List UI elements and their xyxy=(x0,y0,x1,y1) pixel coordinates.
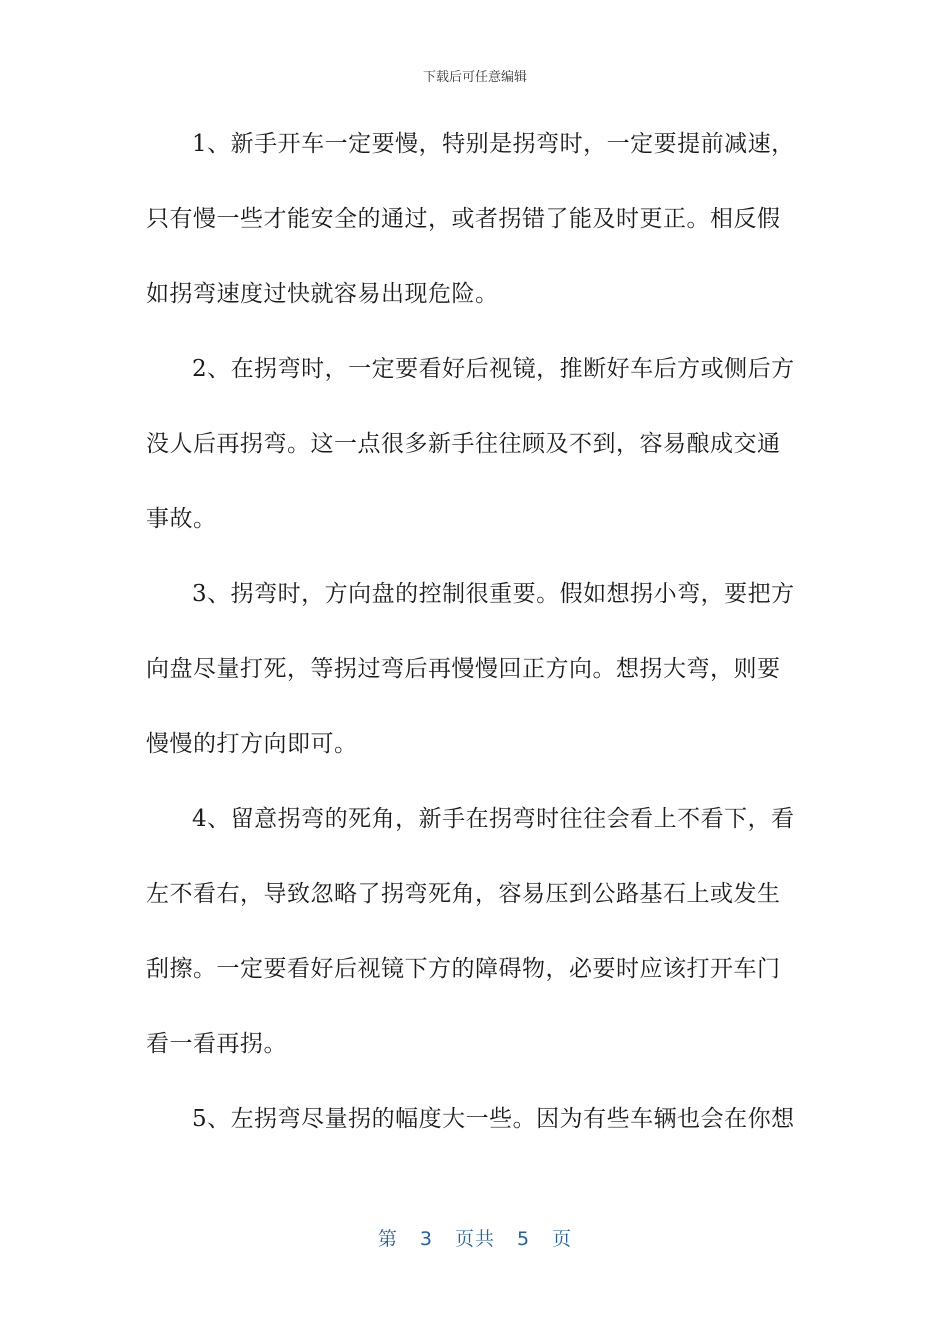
page-footer xyxy=(0,1224,950,1251)
text-line: 3、拐弯时，方向盘的控制很重要。假如想拐小弯，要把方 xyxy=(192,581,795,607)
footer-suffix: 页 xyxy=(552,1228,573,1250)
text-line: 1、新手开车一定要慢，特别是拐弯时，一定要提前减速， xyxy=(192,131,795,157)
page-header-note: 下载后可任意编辑 xyxy=(422,70,527,85)
text-line: 没人后再拐弯。这一点很多新手往往顾及不到，容易酿成交通 xyxy=(146,431,781,457)
text-line: 向盘尽量打死，等拐过弯后再慢慢回正方向。想拐大弯，则要 xyxy=(146,656,781,682)
footer-prefix: 第 xyxy=(377,1228,398,1250)
total-pages-number: 5 xyxy=(517,1228,531,1250)
text-line: 2、在拐弯时，一定要看好后视镜，推断好车后方或侧后方 xyxy=(192,356,795,382)
text-line: 5、左拐弯尽量拐的幅度大一些。因为有些车辆也会在你想 xyxy=(192,1106,795,1132)
footer-middle: 页共 xyxy=(454,1228,495,1250)
document-body xyxy=(146,126,806,1176)
text-line: 4、留意拐弯的死角，新手在拐弯时往往会看上不看下，看 xyxy=(192,806,795,832)
text-line: 慢慢的打方向即可。 xyxy=(146,731,358,757)
text-line: 看一看再拐。 xyxy=(146,1031,287,1057)
text-line: 如拐弯速度过快就容易出现危险。 xyxy=(146,281,499,307)
text-line: 左不看右，导致忽略了拐弯死角，容易压到公路基石上或发生 xyxy=(146,881,781,907)
text-line: 只有慢一些才能安全的通过，或者拐错了能及时更正。相反假 xyxy=(146,206,781,232)
text-line: 刮擦。一定要看好后视镜下方的障碍物，必要时应该打开车门 xyxy=(146,956,781,982)
current-page-number: 3 xyxy=(419,1228,433,1250)
text-line: 事故。 xyxy=(146,506,217,532)
